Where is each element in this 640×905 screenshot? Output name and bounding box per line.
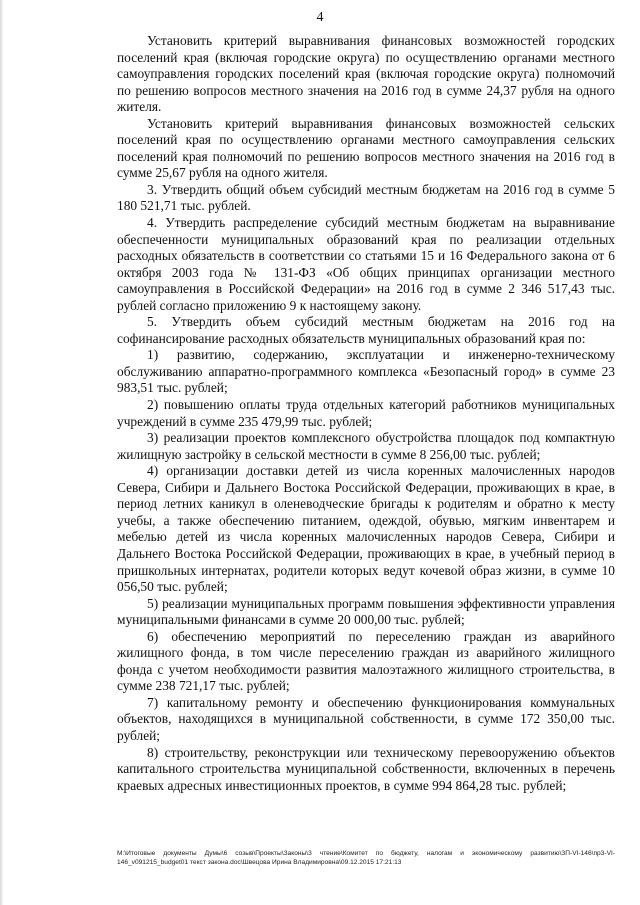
subitem-2: 2) повышению оплаты труда отдельных категорий работников муниципальных учреждений в сумме 235 479,99 тыс. рублей; [117,397,615,429]
subitem-5: 5) реализации муниципальных программ повышения эффективности управления муниципальными финансами в сумме 20 000,00 тыс. рублей; [117,595,615,628]
paragraph-item-4: 4. Утвердить распределение субсидий местным бюджетам на выравнивание обеспеченности муниципальных образований края по реализации отдельных расходных обязательств в соответствии со статьями 15 и 16 Федерального закона от 6 октября 2003 года № 131-ФЗ «Об общих принципах организации местного самоуправления в Российской Федерации» на 2016 год в сумме 2 346 517,43 тыс. рублей согласно приложению 9 к настоящему закону. [117,215,615,313]
paragraph-urban-criterion: Установить критерий выравнивания финансовых возможностей городских поселений края (включая городские округа) по осуществлению органами местного самоуправления городских поселений края (включая городские округа) полномочий по решению вопросов местного значения на 2016 год в сумме 24,37 рубля на одного жителя. [117,33,615,115]
subitem-8: 8) строительству, реконструкции или техническому перевооружению объектов капитального строительства муниципальной собственности, включенных в перечень краевых адресных инвестиционных проектов, в сумме 994 864,28 тыс. рублей; [117,744,615,793]
page-number: 4 [316,10,324,25]
subitem-1: 1) развитию, содержанию, эксплуатации и инженерно-техническому обслуживанию аппаратно-программного комплекса «Безопасный город» в сумме 23 983,51 тыс. рублей; [117,347,615,396]
paragraph-item-3: 3. Утвердить общий объем субсидий местным бюджетам на 2016 год в сумме 5 180 521,71 тыс. рублей. [117,181,615,214]
subitem-3: 3) реализации проектов комплексного обустройства площадок под компактную жилищную застройку в сельской местности в сумме 8 256,00 тыс. рублей; [117,430,615,462]
paragraph-rural-criterion: Установить критерий выравнивания финансовых возможностей сельских поселений края по осуществлению органами местного самоуправления сельских поселений края полномочий по решению вопросов местного значения на 2016 год в сумме 25,67 рубля на одного жителя. [117,115,615,181]
paragraph-item-5: 5. Утвердить объем субсидий местным бюджетам на 2016 год на софинансирование расходных обязательств муниципальных образований края по: [117,314,615,346]
subitem-7: 7) капитальному ремонту и обеспечению функционирования коммунальных объектов, находящихся в муниципальной собственности, в сумме 172 350,00 тыс. рублей; [117,694,615,743]
subitem-4: 4) организации доставки детей из числа коренных малочисленных народов Севера, Сибири и Дальнего Востока Российской Федерации, проживающих в крае, в период летних каникул в оленеводческие бригады к родителям и обратно к месту учебы, а также обеспечению питанием, одеждой, обувью, мягким инвентарем и мебелью детей из числа коренных малочисленных народов Севера, Сибири и Дальнего Востока Российской Федерации, проживающих в крае, в учебный период в пришкольных интернатах, родители которых ведут кочевой образ жизни, в сумме 10 056,50 тыс. рублей; [117,463,615,595]
document-footer-path: М:\Итоговые документы Думы\6 созыв\Проекты\Законы\3 чтение\Комитет по бюджету, налогам и экономическому развитию\ЗП-VI-146\пр3-VI-146_v091215_budget01 текст закона.doc\Швецова Ирина Владимировна\09.12.2015 17:21:13 [117,850,615,866]
document-body [117,33,615,794]
scan-edge [0,0,3,905]
subitem-6: 6) обеспечению мероприятий по переселению граждан из аварийного жилищного фонда, в том числе переселению граждан из аварийного жилищного фонда с учетом необходимости развития малоэтажного жилищного строительства, в сумме 238 721,17 тыс. рублей; [117,628,615,694]
